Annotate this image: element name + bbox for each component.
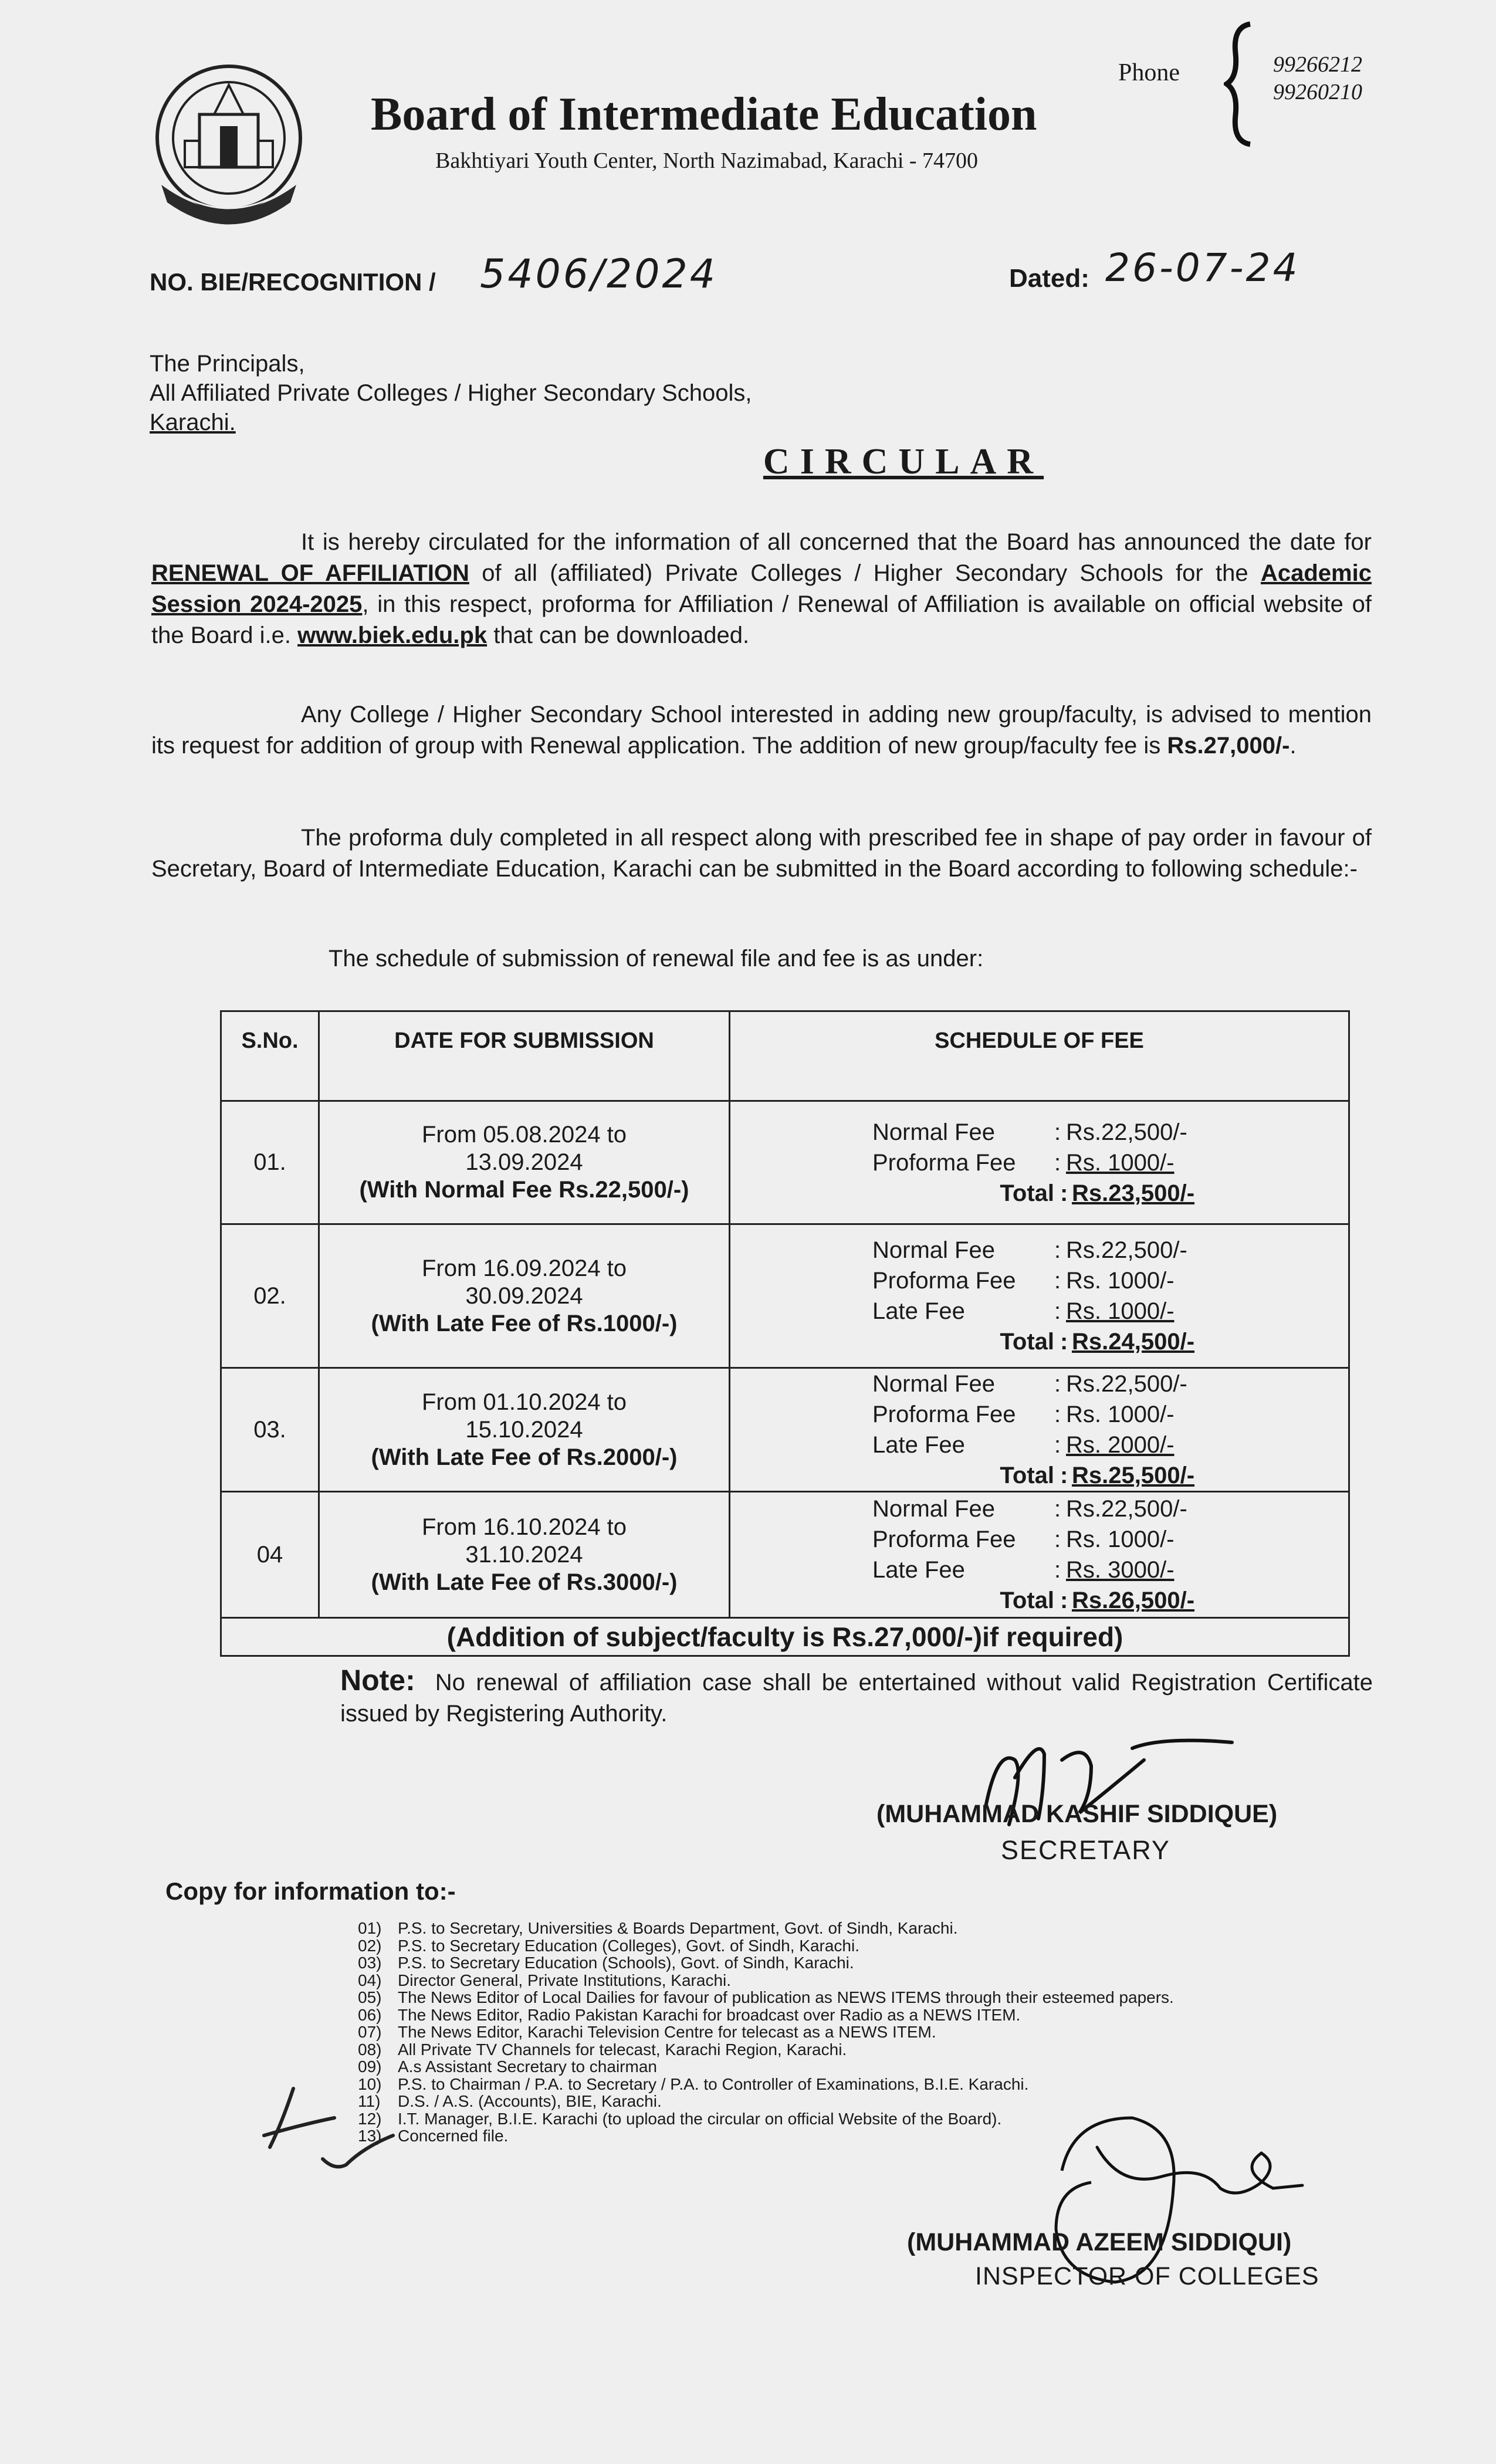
row-fees: Normal Fee : Rs.22,500/- Proforma Fee : Rs. 1000/- Late Fee : Rs. 3000/- Total : Rs.26,500/- xyxy=(730,1492,1349,1618)
item-number: 08) xyxy=(358,2040,382,2059)
fee-amount: Rs.22,500/- xyxy=(1066,1119,1187,1145)
list-item xyxy=(358,2041,1174,2059)
date-range: 30.09.2024 xyxy=(465,1282,583,1309)
fee-amount: Rs. 1000/- xyxy=(1066,1402,1175,1427)
item-number: 09) xyxy=(358,2057,382,2076)
fee-label: Normal Fee xyxy=(872,1119,995,1145)
table-footer-row xyxy=(221,1618,1349,1656)
item-number: 01) xyxy=(358,1919,382,1937)
circular-title-text: CIRCULAR xyxy=(763,442,1044,482)
list-item xyxy=(358,1937,1174,1955)
p3-text: The proforma duly completed in all respect along with prescribed fee in shape of pay order in favour of Secretary, Board of Intermediate Education, Karachi can be submitted in the Board according to following schedule:- xyxy=(151,825,1372,882)
fee-label: Late Fee xyxy=(872,1298,965,1324)
fee-amount: Rs. 1000/- xyxy=(1066,1268,1175,1294)
fee-label: Normal Fee xyxy=(872,1371,995,1397)
table-row xyxy=(221,1224,1349,1368)
row-sno: 03. xyxy=(221,1368,319,1492)
addressee-line: The Principals, xyxy=(150,351,305,377)
list-item xyxy=(358,1954,1174,1972)
fee-label: Normal Fee xyxy=(872,1237,995,1263)
fee-label: Total xyxy=(1000,1329,1054,1355)
fee-total: Rs.23,500/- xyxy=(1072,1180,1195,1206)
p1-text: of all (affiliated) Private Colleges / Higher Secondary Schools for the xyxy=(482,560,1248,586)
row-date xyxy=(319,1224,730,1368)
p1-text: , in this respect, proforma for Affiliation / Renewal of Affiliation is available on official website of the Board i.e. xyxy=(151,591,1372,648)
date-note: (With Normal Fee Rs.22,500/-) xyxy=(359,1177,689,1203)
date-range: 13.09.2024 xyxy=(465,1149,583,1175)
item-number: 02) xyxy=(358,1936,382,1955)
item-text: The News Editor, Radio Pakistan Karachi for broadcast over Radio as a NEWS ITEM. xyxy=(398,2005,1021,2024)
fee-amount: Rs.22,500/- xyxy=(1066,1496,1187,1522)
fee-total: Rs.24,500/- xyxy=(1072,1329,1195,1355)
row-date xyxy=(319,1368,730,1492)
p2-text: . xyxy=(1289,733,1297,759)
table-row xyxy=(221,1368,1349,1492)
item-text: The News Editor, Karachi Television Centre for telecast as a NEWS ITEM. xyxy=(398,2023,936,2041)
item-number: 06) xyxy=(358,2005,382,2024)
note-label: Note: xyxy=(340,1664,415,1697)
list-item xyxy=(358,2006,1174,2024)
handwritten-tick-icon xyxy=(258,2074,405,2182)
note xyxy=(340,1665,1373,1729)
curly-brace-icon xyxy=(1224,21,1253,147)
fee-label: Late Fee xyxy=(872,1557,965,1583)
date-range: From 16.10.2024 to xyxy=(421,1514,627,1540)
date-value: 26-07-24 xyxy=(1105,245,1300,290)
fee-amount: Rs. 2000/- xyxy=(1066,1432,1175,1458)
fee-amount: Rs. 1000/- xyxy=(1066,1149,1175,1176)
item-number: 03) xyxy=(358,1954,382,1972)
date-range: From 16.09.2024 to xyxy=(421,1255,627,1281)
fee-label: Proforma Fee xyxy=(872,1527,1016,1552)
addressee-line: All Affiliated Private Colleges / Higher Secondary Schools, xyxy=(150,380,752,406)
paragraph-2 xyxy=(151,699,1372,761)
signatory-name: (MUHAMMAD KASHIF SIDDIQUE) xyxy=(876,1800,1278,1828)
fee-label: Normal Fee xyxy=(872,1496,995,1522)
paragraph-3 xyxy=(151,823,1372,885)
schedule-intro: The schedule of submission of renewal file and fee is as under: xyxy=(329,946,984,972)
item-number: 07) xyxy=(358,2023,382,2041)
item-number: 04) xyxy=(358,1971,382,1989)
list-item xyxy=(358,1972,1174,1989)
website-link[interactable]: www.biek.edu.pk xyxy=(297,622,488,648)
fee-total: Rs.25,500/- xyxy=(1072,1463,1195,1488)
reference-number: 5406/2024 xyxy=(480,251,718,297)
table-header: S.No. xyxy=(221,1011,319,1101)
list-item xyxy=(358,1920,1174,1937)
table-row xyxy=(221,1101,1349,1224)
fee-schedule-table xyxy=(220,1010,1350,1657)
signatory-name: (MUHAMMAD AZEEM SIDDIQUI) xyxy=(907,2228,1292,2256)
p1-text: It is hereby circulated for the information of all concerned that the Board has announced the date for xyxy=(301,529,1372,555)
item-number: 10) xyxy=(358,2074,382,2093)
fee-label: Proforma Fee xyxy=(872,1268,1016,1294)
fee-label: Late Fee xyxy=(872,1432,965,1458)
fee-label: Total xyxy=(1000,1180,1054,1206)
row-sno: 02. xyxy=(221,1224,319,1368)
item-text: P.S. to Secretary, Universities & Boards Department, Govt. of Sindh, Karachi. xyxy=(398,1919,958,1937)
fee-label: Proforma Fee xyxy=(872,1149,1016,1176)
item-text: Concerned file. xyxy=(398,2127,509,2145)
item-number: 13) xyxy=(358,2127,382,2145)
p2-text: Any College / Higher Secondary School interested in adding new group/faculty, is advised to mention its request for addition of group with Renewal application. The addition of new group/faculty fee is xyxy=(151,702,1372,759)
item-text: D.S. / A.S. (Accounts), BIE, Karachi. xyxy=(398,2092,662,2110)
fee-amount: Rs. 1000/- xyxy=(1066,1298,1175,1324)
table-footer: (Addition of subject/faculty is Rs.27,000/-)if required) xyxy=(221,1618,1349,1656)
item-number: 11) xyxy=(358,2092,381,2110)
fee-amount: Rs.22,500/- xyxy=(1066,1371,1187,1397)
date-range: 15.10.2024 xyxy=(465,1416,583,1443)
fee-label: Total xyxy=(1000,1463,1054,1488)
p2-fee: Rs.27,000/- xyxy=(1167,733,1290,759)
item-text: Director General, Private Institutions, Karachi. xyxy=(398,1971,732,1989)
copy-heading: Copy for information to:- xyxy=(165,1877,456,1905)
row-sno: 04 xyxy=(221,1492,319,1618)
fee-total: Rs.26,500/- xyxy=(1072,1588,1195,1613)
date-note: (With Late Fee of Rs.2000/-) xyxy=(371,1444,678,1470)
note-text: No renewal of affiliation case shall be entertained without valid Registration Certificate issued by Registering Authority. xyxy=(340,1670,1373,1727)
item-text: All Private TV Channels for telecast, Karachi Region, Karachi. xyxy=(398,2040,847,2059)
list-item xyxy=(358,1989,1174,2006)
item-text: I.T. Manager, B.I.E. Karachi (to upload the circular on official Website of the Board). xyxy=(398,2109,1002,2128)
date-note: (With Late Fee of Rs.1000/-) xyxy=(371,1310,678,1336)
table-header-row xyxy=(221,1011,1349,1101)
p1-text: that can be downloaded. xyxy=(493,622,750,648)
table-row xyxy=(221,1492,1349,1618)
fee-amount: Rs. 3000/- xyxy=(1066,1557,1175,1583)
board-name: Board of Intermediate Education xyxy=(371,89,1037,140)
fee-amount: Rs. 1000/- xyxy=(1066,1527,1175,1552)
list-item xyxy=(358,2058,1174,2076)
signatory-title: SECRETARY xyxy=(1001,1835,1170,1865)
circular-title xyxy=(0,441,1496,483)
list-item xyxy=(358,2023,1174,2041)
item-text: P.S. to Chairman / P.A. to Secretary / P.A. to Controller of Examinations, B.I.E. Karachi. xyxy=(398,2074,1029,2093)
item-text: P.S. to Secretary Education (Colleges), Govt. of Sindh, Karachi. xyxy=(398,1936,859,1955)
table-header: SCHEDULE OF FEE xyxy=(730,1011,1349,1101)
item-number: 05) xyxy=(358,1988,382,2006)
item-text: P.S. to Secretary Education (Schools), Govt. of Sindh, Karachi. xyxy=(398,1954,854,1972)
row-fees: Normal Fee : Rs.22,500/- Proforma Fee : Rs. 1000/- Total : Rs.23,500/- xyxy=(730,1101,1349,1224)
fee-label: Proforma Fee xyxy=(872,1402,1016,1427)
item-text: A.s Assistant Secretary to chairman xyxy=(398,2057,657,2076)
reference-label: NO. BIE/RECOGNITION / xyxy=(150,268,436,296)
board-address: Bakhtiyari Youth Center, North Nazimabad, Karachi - 74700 xyxy=(435,148,979,173)
date-label: Dated: xyxy=(1009,264,1089,293)
board-seal-logo-icon xyxy=(150,59,308,229)
p1-renewal: RENEWAL OF AFFILIATION xyxy=(151,560,469,586)
row-date xyxy=(319,1492,730,1618)
row-fees: Normal Fee : Rs.22,500/- Proforma Fee : Rs. 1000/- Late Fee : Rs. 1000/- Total : Rs.24,500/- xyxy=(730,1224,1349,1368)
date-note: (With Late Fee of Rs.3000/-) xyxy=(371,1569,678,1595)
addressee-line: Karachi. xyxy=(150,409,236,435)
fee-amount: Rs.22,500/- xyxy=(1066,1237,1187,1263)
phone-number: 99266212 xyxy=(1273,52,1362,77)
item-text: The News Editor of Local Dailies for favour of publication as NEWS ITEMS through their esteemed papers. xyxy=(398,1988,1174,2006)
signatory-title: INSPECTOR OF COLLEGES xyxy=(975,2262,1319,2290)
row-fees: Normal Fee : Rs.22,500/- Proforma Fee : Rs. 1000/- Late Fee : Rs. 2000/- Total : Rs.25,500/- xyxy=(730,1368,1349,1492)
table-header: DATE FOR SUBMISSION xyxy=(319,1011,730,1101)
date-range: From 01.10.2024 to xyxy=(421,1389,627,1415)
phone-number: 99260210 xyxy=(1273,80,1362,104)
row-sno: 01. xyxy=(221,1101,319,1224)
p1-session: Academic Session 2024-2025 xyxy=(151,560,1372,617)
item-number: 12) xyxy=(358,2109,382,2128)
fee-label: Total xyxy=(1000,1588,1054,1613)
phone-label: Phone xyxy=(1118,59,1180,86)
date-range: 31.10.2024 xyxy=(465,1541,583,1568)
date-range: From 05.08.2024 to xyxy=(421,1122,627,1148)
row-date xyxy=(319,1101,730,1224)
paragraph-1 xyxy=(151,527,1372,651)
